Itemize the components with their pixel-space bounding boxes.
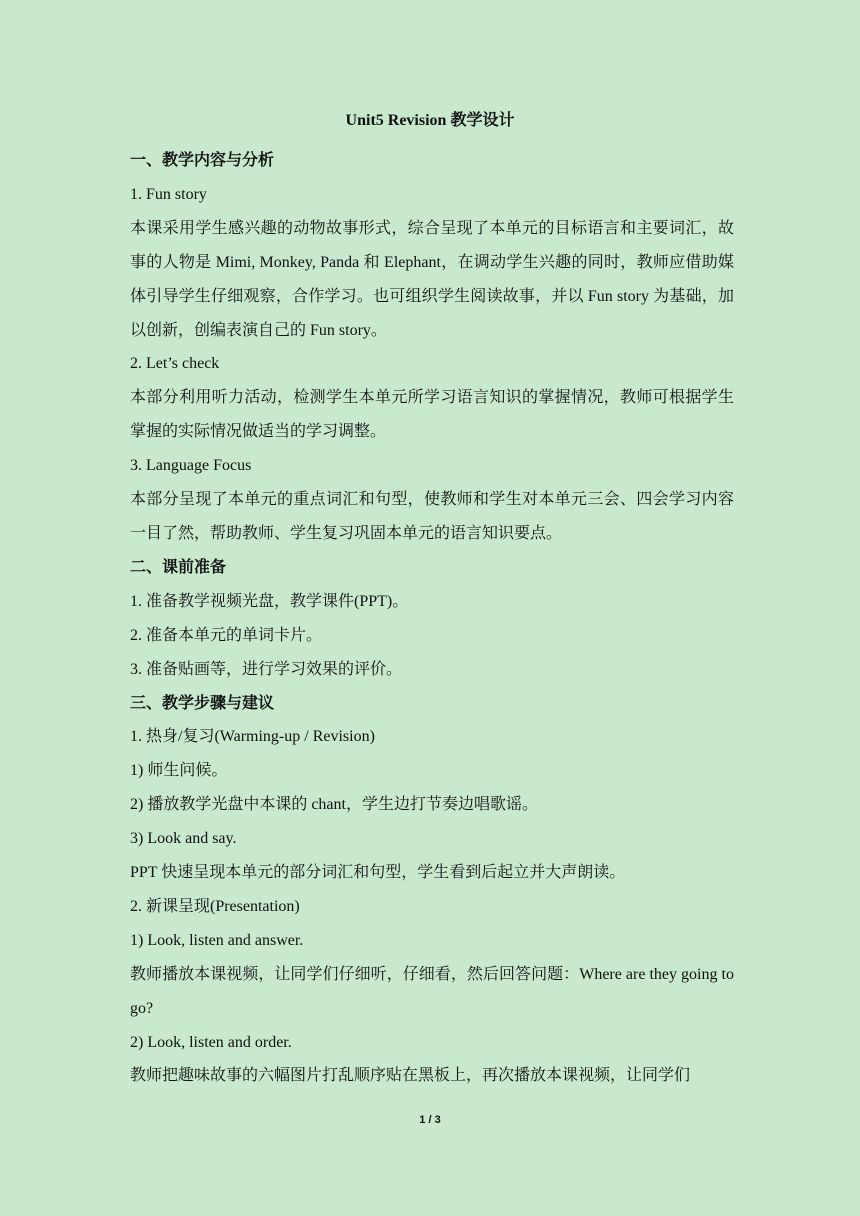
section-heading-teaching-steps: 三、教学步骤与建议	[130, 694, 275, 712]
paragraph-look-and-say: PPT 快速呈现本单元的部分词汇和句型，学生看到后起立并大声朗读。	[130, 864, 626, 882]
paragraph-look-listen-order: 教师把趣味故事的六幅图片打乱顺序贴在黑板上，再次播放本课视频，让同学们	[130, 1067, 691, 1085]
paragraph-language-focus: 本部分呈现了本单元的重点词汇和句型，使教师和学生对本单元三会、四会学习内容一目了然，帮助教师、学生复习巩固本单元的语言知识要点。	[130, 491, 734, 542]
paragraph-look-listen-answer: 教师播放本课视频，让同学们仔细听，仔细看，然后回答问题：Where are they going to go?	[130, 965, 734, 1017]
step-item: 1) 师生问候。	[130, 762, 228, 780]
preparation-item: 3. 准备贴画等，进行学习效果的评价。	[130, 660, 403, 678]
section-heading-content-analysis: 一、教学内容与分析	[130, 152, 275, 169]
item-title-language-focus: 3. Language Focus	[130, 457, 252, 475]
preparation-item: 1. 准备教学视频光盘，教学课件(PPT)。	[130, 592, 409, 610]
paragraph-lets-check: 本部分利用听力活动，检测学生本单元所学习语言知识的掌握情况，教师可根据学生掌握的实际情况做适当的学习调整。	[130, 389, 734, 441]
document-body	[130, 144, 734, 1093]
item-title-fun-story: 1. Fun story	[130, 185, 207, 203]
step-item: 2) 播放教学光盘中本课的 chant，学生边打节奏边唱歌谣。	[130, 796, 538, 814]
paragraph-fun-story: 本课采用学生感兴趣的动物故事形式，综合呈现了本单元的目标语言和主要词汇，故事的人物是 Mimi, Monkey, Panda 和 Elephant，在调动学生兴趣的同时，教师应借助媒体引导学生仔细观察，合作学习。也可组织学生阅读故事，并以 Fun story 为基础，加以创新，创编表演自己的 Fun story。	[130, 219, 734, 339]
step-item: 3) Look and say.	[130, 830, 237, 848]
step-title-warming-up: 1. 热身/复习(Warming-up / Revision)	[130, 728, 375, 746]
document-title: Unit5 Revision 教学设计	[345, 112, 515, 129]
step-item: 1) Look, listen and answer.	[130, 931, 304, 949]
step-title-presentation: 2. 新课呈现(Presentation)	[130, 897, 300, 915]
section-heading-preparation: 二、课前准备	[130, 558, 227, 576]
step-item: 2) Look, listen and order.	[130, 1033, 292, 1051]
page-number: 1 / 3	[419, 1114, 441, 1126]
preparation-item: 2. 准备本单元的单词卡片。	[130, 626, 323, 644]
item-title-lets-check: 2. Let’s check	[130, 355, 220, 373]
